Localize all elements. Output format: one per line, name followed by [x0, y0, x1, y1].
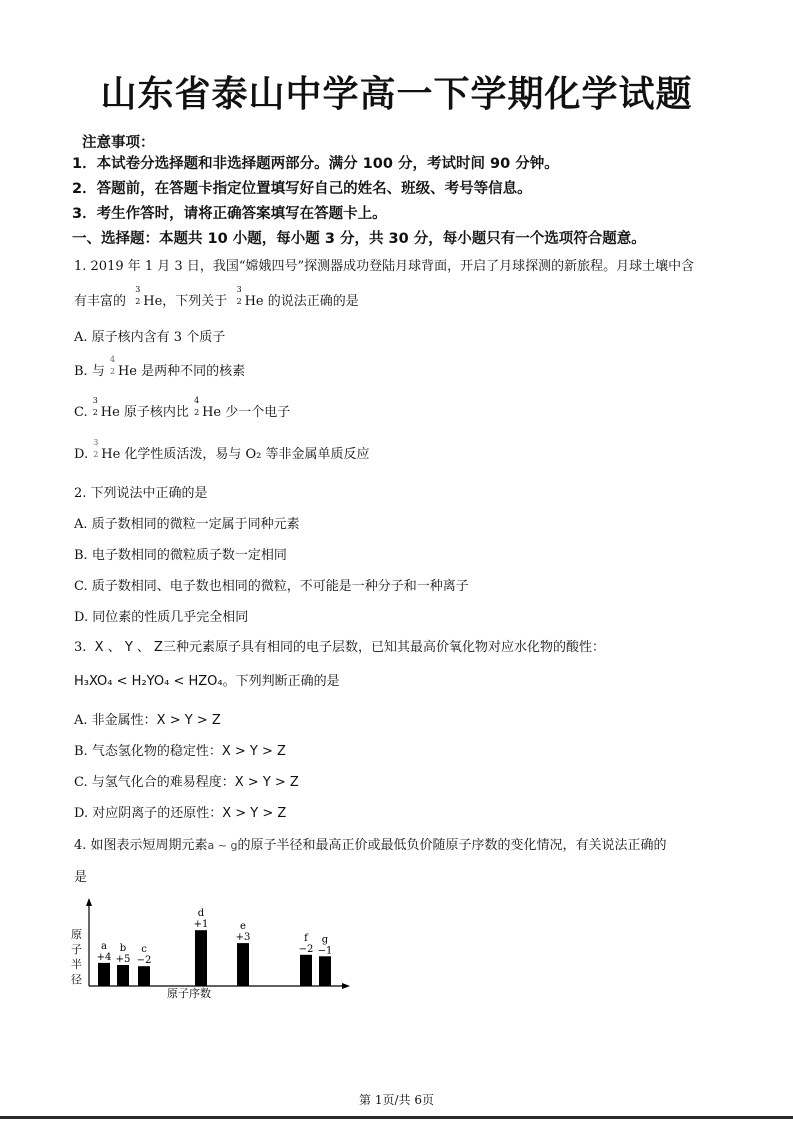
q4-stem-line2: 是: [74, 870, 88, 885]
section-heading: 一、选择题：本题共 10 小题，每小题 3 分，共 30 分，每小题只有一个选项符合题意。: [72, 231, 646, 247]
category-label-d: d: [197, 908, 205, 920]
he3-nuclide: 3 2: [93, 438, 99, 459]
valence-label-a: +4: [96, 951, 112, 963]
acid-order-formula: H₃XO₄ < H₂YO₄ < HZO₄: [74, 674, 223, 689]
page-title: 山东省泰山中学高一下学期化学试题: [100, 74, 693, 115]
bar-f: [300, 955, 312, 986]
page-footer: 第 1页/共 6页: [359, 1093, 434, 1107]
bar-g: [319, 956, 331, 986]
valence-label-d: +1: [193, 919, 209, 931]
notice-item-1: 1．本试卷分选择题和非选择题两部分。满分 100 分，考试时间 90 分钟。: [72, 156, 559, 172]
category-label-a: a: [101, 940, 107, 952]
valence-label-c: −2: [136, 955, 152, 967]
valence-label-b: +5: [115, 954, 131, 965]
valence-label-e: +3: [235, 932, 251, 944]
bar-a: [98, 963, 110, 986]
y-axis-label-char: 半: [71, 958, 82, 971]
y-axis-label-char: 子: [71, 943, 82, 956]
he3-nuclide: 3 2: [236, 285, 242, 306]
q3-option-b: B. 气态氢化物的稳定性：X > Y > Z: [74, 744, 286, 759]
category-label-e: e: [240, 921, 246, 933]
valence-label-g: −1: [317, 945, 333, 957]
he3-nuclide: 3 2: [135, 285, 141, 306]
y-axis-label: [71, 928, 82, 986]
q1-stem-line1: 1. 2019 年 1 月 3 日，我国“嫦娥四号”探测器成功登陆月球背面，开启了月球探测的新旅程。月球土壤中含: [74, 259, 695, 274]
notice-item-3: 3．考生作答时，请将正确答案填写在答题卡上。: [72, 206, 387, 222]
q1-stem-line2: 有丰富的 3 2 He，下列关于 3 2 He 的说法正确的是: [74, 285, 359, 309]
q1-option-d: D. 3 2 He 化学性质活泼，易与 O₂ 等非金属单质反应: [74, 438, 370, 462]
q3-option-c: C. 与氢气化合的难易程度：X > Y > Z: [74, 775, 299, 790]
category-label-g: g: [321, 934, 329, 946]
q3-option-a: A. 非金属性：X > Y > Z: [74, 713, 221, 728]
q2-option-b: B. 电子数相同的微粒质子数一定相同: [74, 548, 287, 563]
valence-label-f: −2: [298, 943, 314, 955]
bar-d: [195, 930, 207, 986]
category-label-b: b: [119, 943, 127, 954]
he3-nuclide: 3 2: [92, 396, 98, 417]
bar-c: [138, 966, 150, 986]
bar-series: [97, 908, 333, 986]
category-label-c: c: [141, 944, 147, 956]
y-axis-label-char: 径: [71, 973, 82, 986]
notice-item-2: 2．答题前，在答题卡指定位置填写好自己的姓名、班级、考号等信息。: [72, 181, 532, 197]
q2-stem: 2. 下列说法中正确的是: [74, 486, 208, 501]
y-axis-arrow-icon: [86, 898, 92, 906]
category-label-f: f: [304, 932, 308, 944]
q1-option-c: C. 3 2 He 原子核内比 4 2 He 少一个电子: [74, 396, 291, 420]
he4-nuclide: 4 2: [109, 355, 116, 376]
q3-stem-line2: H₃XO₄ < H₂YO₄ < HZO₄。下列判断正确的是: [74, 674, 340, 689]
x-axis-arrow-icon: [342, 983, 350, 989]
y-axis-label-char: 原: [71, 928, 82, 941]
notice-heading: 注意事项：: [82, 135, 155, 151]
q2-option-a: A. 质子数相同的微粒一定属于同种元素: [74, 517, 300, 532]
x-axis-label: 原子序数: [167, 987, 211, 1000]
bar-b: [117, 965, 129, 986]
q3-stem-line1: 3. X 、 Y 、 Z三种元素原子具有相同的电子层数，已知其最高价氧化物对应水化物的酸性：: [74, 640, 605, 655]
radius-chart: [64, 896, 354, 1006]
q2-option-d: D. 同位素的性质几乎完全相同: [74, 610, 249, 625]
q1-option-a: A. 原子核内含有 3 个质子: [74, 330, 226, 345]
q2-option-c: C. 质子数相同、电子数也相同的微粒，不可能是一种分子和一种离子: [74, 579, 469, 594]
he4-nuclide: 4 2: [194, 396, 200, 417]
bottom-rule: [0, 1116, 793, 1119]
q1-option-b: B. 与 4 2 He 是两种不同的核素: [74, 355, 246, 379]
q3-option-d: D. 对应阴离子的还原性：X > Y > Z: [74, 806, 287, 821]
bar-e: [237, 943, 249, 986]
q4-stem-line1: 4. 如图表示短周期元素a ~ g的原子半径和最高正价或最低负价随原子序数的变化情况，有关说法正确的: [74, 838, 667, 853]
